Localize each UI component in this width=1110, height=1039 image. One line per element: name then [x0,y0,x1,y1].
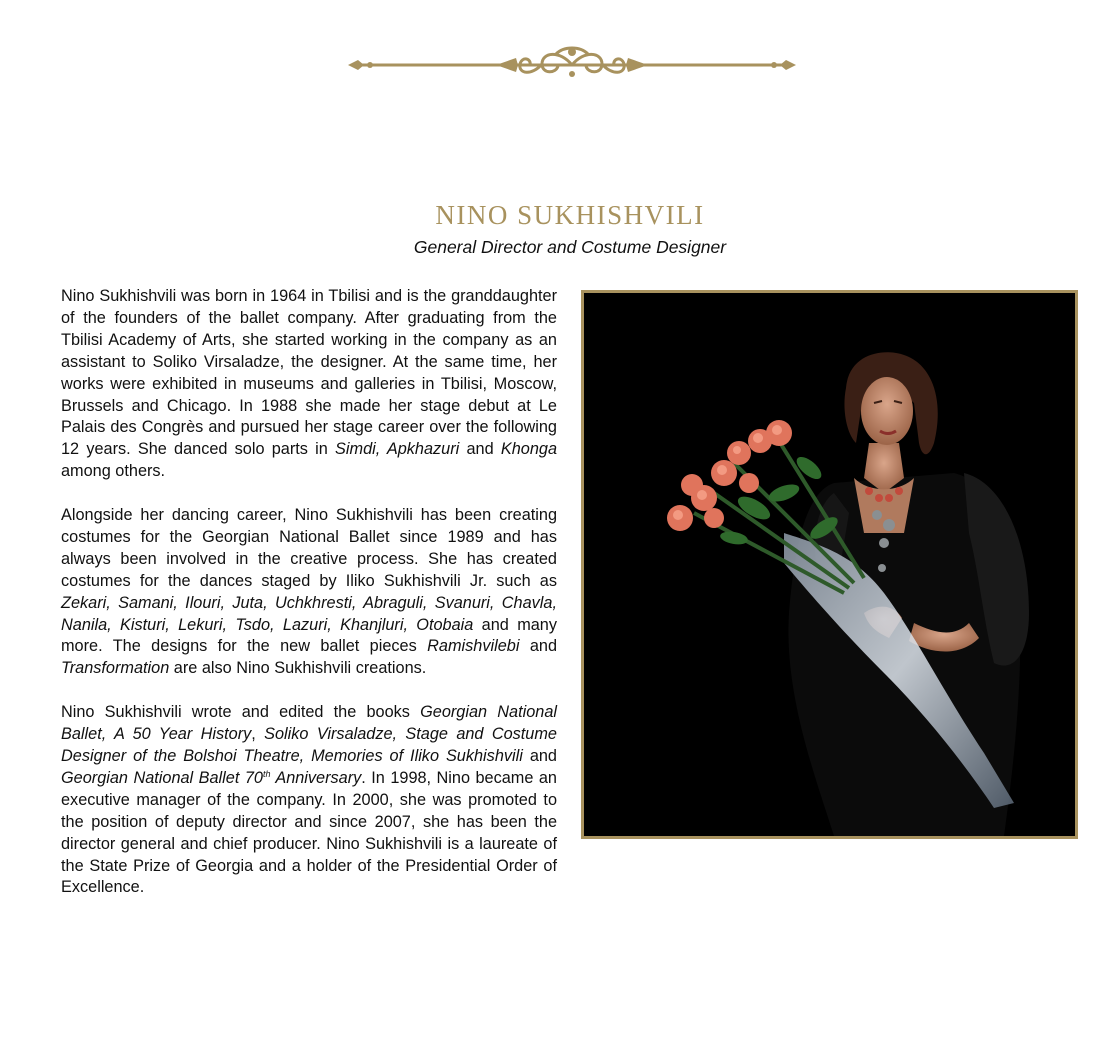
bio-book-title-part: Georgian National Ballet 70 [61,768,263,787]
bio-paragraph-1 [61,286,557,483]
bio-text: . In 1998, Nino became an executive manager of the company. In 2000, she was promoted to the position of deputy director and since 2007, she has been the director general and chief producer. Nino Sukhishvili is a laureate of the State Prize of Georgia and a holder of the Presidential Order of Excellence. [61,768,557,897]
bio-text: Alongside her dancing career, Nino Sukhishvili has been creating costumes for the Georgian National Ballet since 1989 and has always been involved in the creative process. She has created costumes for the dances staged by Iliko Sukhishvili Jr. such as [61,506,557,590]
bio-text: and [522,747,557,765]
bio-ballet-title: Ramishvilebi [427,637,520,656]
bio-text: among others. [61,462,166,481]
bio-dance-titles: Zekari, Samani, Ilouri, Juta, Uchkhresti, Abraguli, Svanuri, Chavla, Nanila, Kisturi, Lekuri, Tsdo, Lazuri, Khanjluri, Otobaia [61,593,557,634]
bio-text: Nino Sukhishvili wrote and edited the books [61,703,421,722]
ornament-divider-icon [346,44,798,84]
bio-book-title: Soliko Virsaladze, Stage and Costume Designer of the Bolshoi Theatre, Memories of Iliko Sukhishvili [61,725,557,765]
bio-book-title-part: Anniversary [270,768,362,787]
bio-ballet-title: Transformation [61,659,170,678]
page-subtitle: General Director and Costume Designer [413,237,727,257]
bio-text: and [519,637,557,656]
bio-dance-title: Khonga [500,440,558,459]
bio-dance-titles: Simdi, Apkhazuri [335,440,460,459]
bio-text: Nino Sukhishvili was born in 1964 in Tbilisi and is the granddaughter of the founders of the ballet company. After graduating from the Tbilisi Academy of Arts, she started working in the company as an assistant to Soliko Virsaladze, the designer. At the same time, her works were exhibited in museums and galleries in Tbilisi, Moscow, Brussels and Chicago. In 1988 she made her stage debut at Le Palais des Congrès and pursued her stage career over the following 12 years. She danced solo parts in [61,287,557,459]
bio-paragraph-2 [61,505,557,680]
bio-text: , [251,725,265,744]
bio-text: are also Nino Sukhishvili creations. [169,659,427,678]
portrait-photo [581,290,1078,839]
bio-book-title: Georgian National Ballet, A 50 Year History [61,703,557,744]
bio-text: and [459,440,501,459]
biography-text [61,286,557,921]
page-title: NINO SUKHISHVILI [435,200,705,230]
ordinal-superscript: th [262,768,271,779]
bio-text: and many more. The designs for the new ballet pieces [61,615,558,656]
bio-paragraph-3 [61,702,557,899]
bio-book-title [61,769,361,787]
